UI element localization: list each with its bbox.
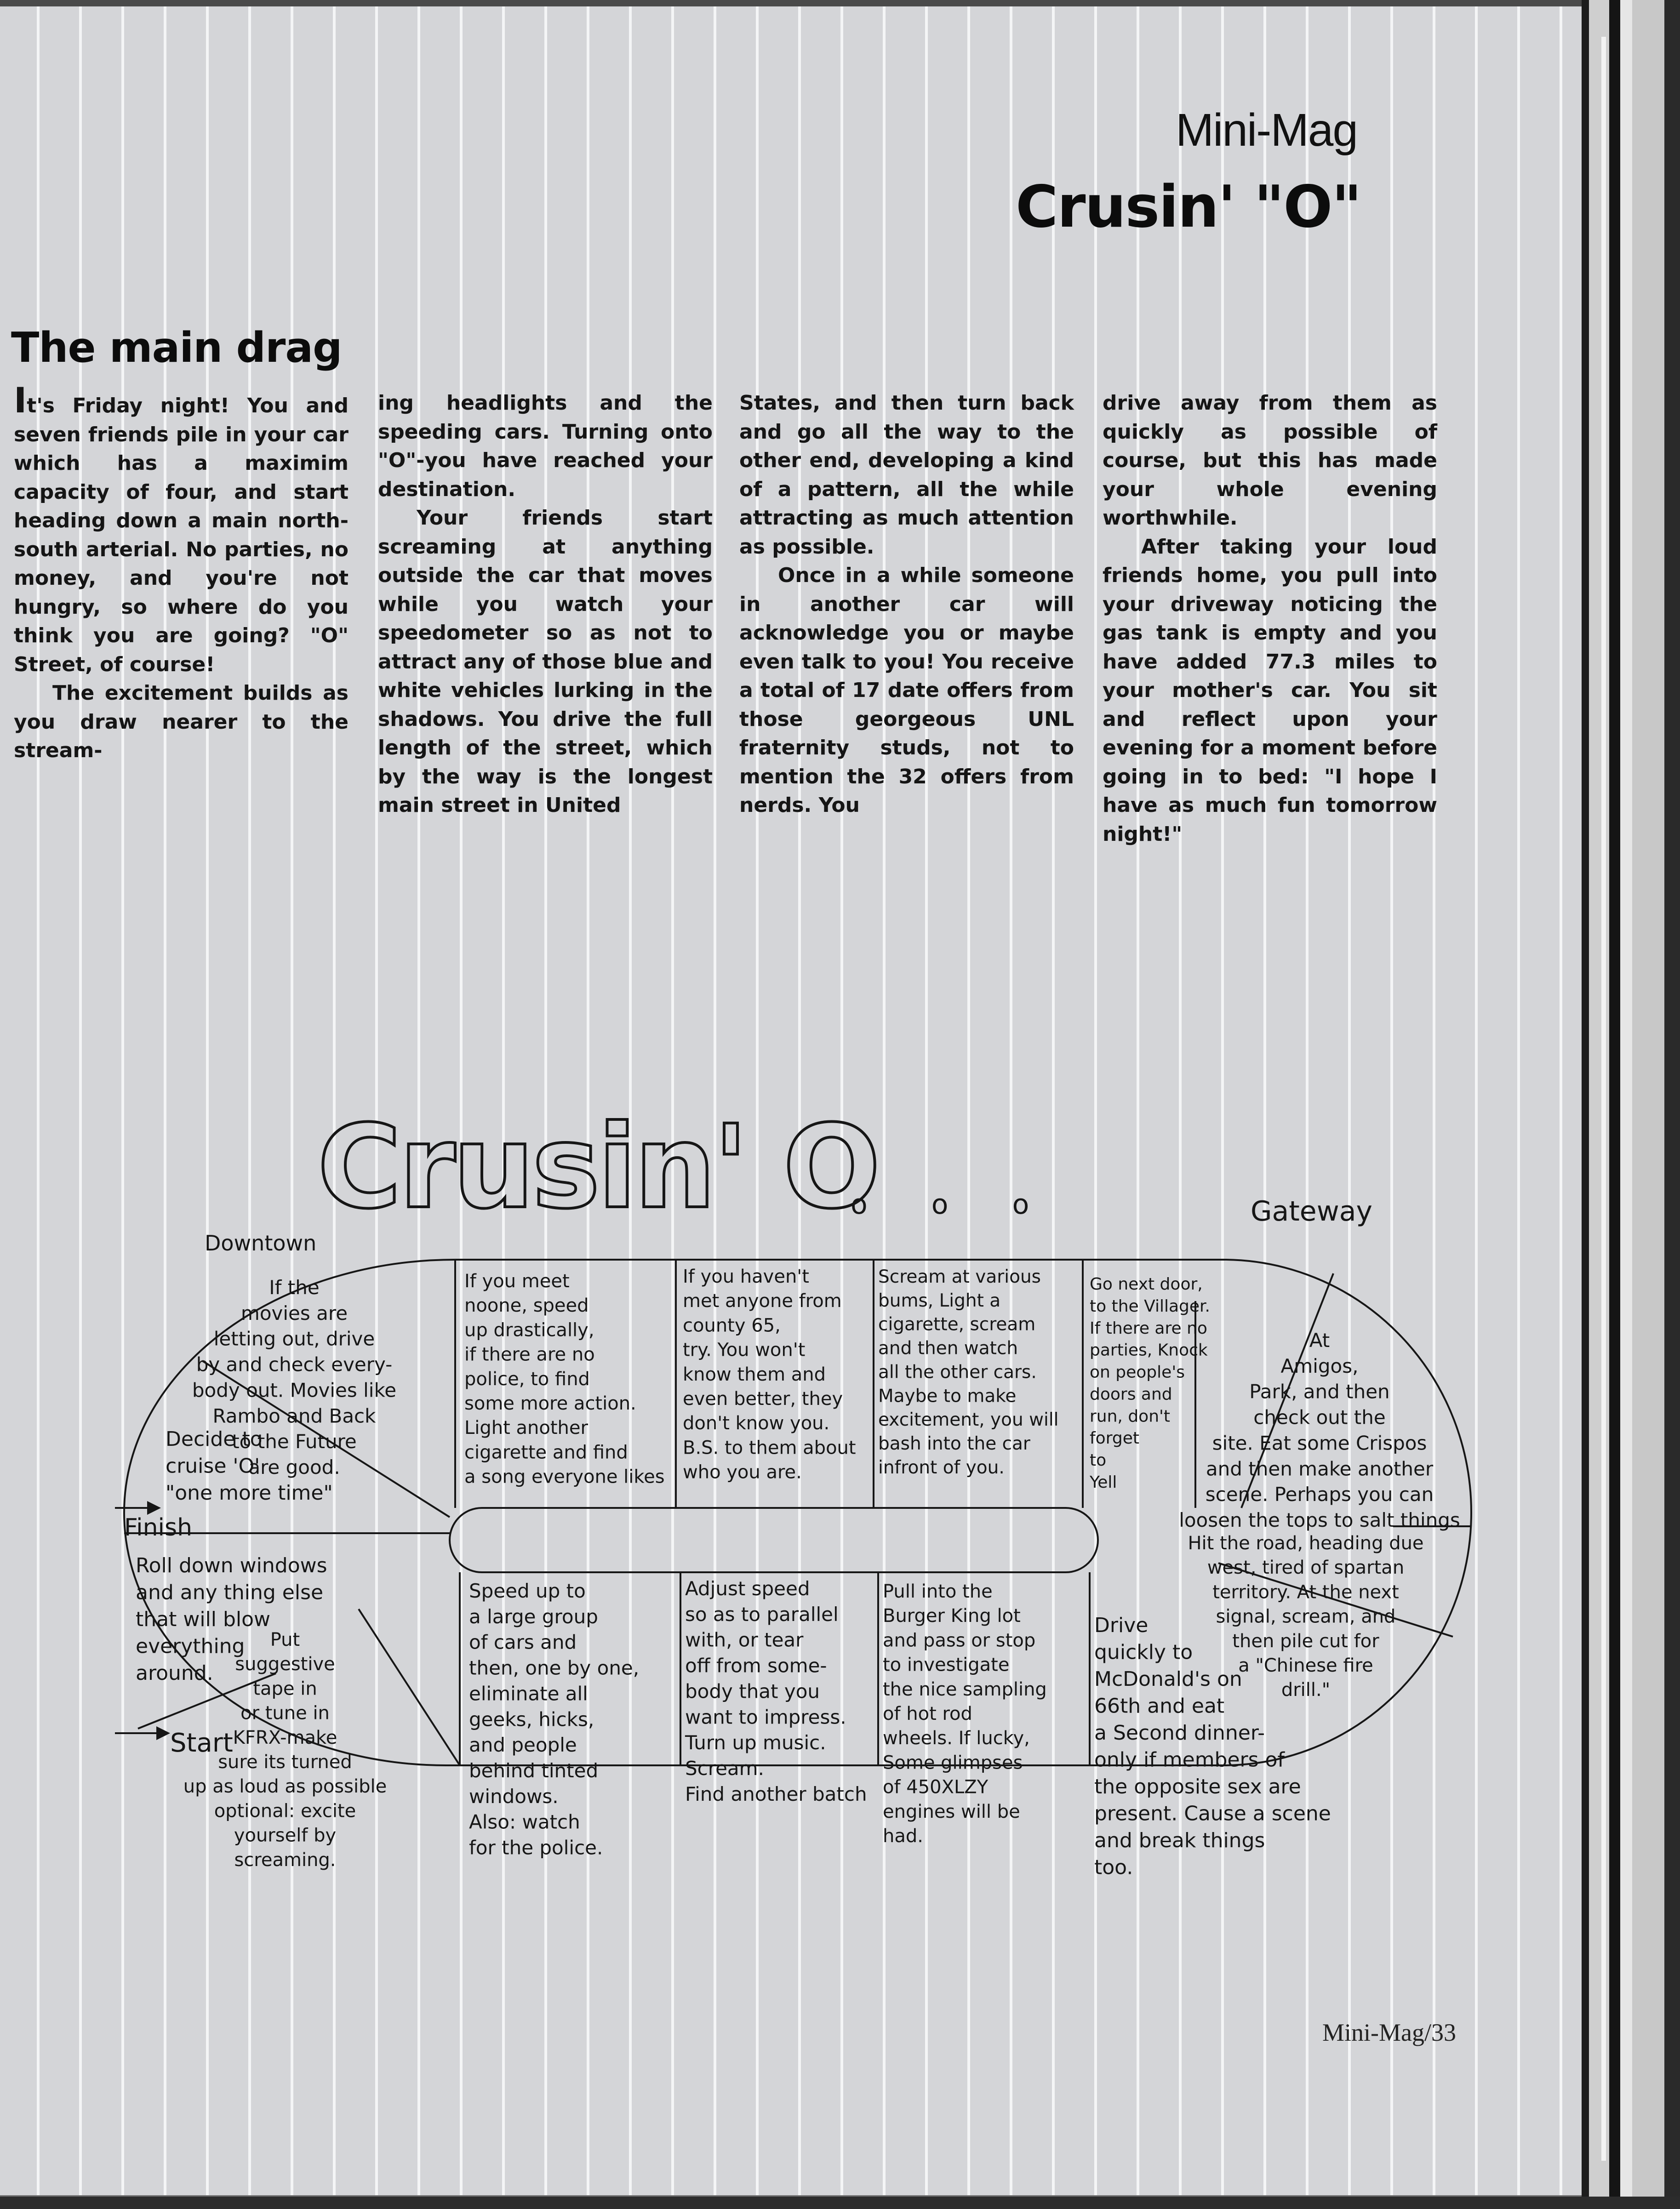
board-cell-bottom3 <box>883 1581 1047 1847</box>
board-cell-line: If you haven't <box>683 1266 809 1287</box>
board-cell-line: up as loud as possible <box>183 1776 387 1798</box>
label-finish: Finish <box>124 1514 193 1541</box>
board-cell-line: to the Villager. <box>1090 1296 1210 1316</box>
board-cell-line: county 65, <box>683 1315 781 1336</box>
board-cell-line: west, tired of spartan <box>1207 1557 1405 1579</box>
board-cell-line: Roll down windows <box>136 1554 327 1577</box>
board-cell-line: Decide to <box>166 1427 263 1451</box>
board-cell-line: to the Future <box>232 1430 357 1453</box>
board-cell-line: eliminate all <box>469 1682 588 1705</box>
board-cell-line: and break things <box>1094 1829 1265 1853</box>
board-cell-line: forget <box>1090 1429 1139 1448</box>
board-cell-line: to <box>1090 1451 1107 1470</box>
board-cell-line: body out. Movies like <box>192 1379 397 1402</box>
board-cell-line: around. <box>136 1661 213 1685</box>
board-cell-line: police, to find <box>464 1368 590 1390</box>
label-downtown: Downtown <box>205 1231 317 1256</box>
board-cell-line: B.S. to them about <box>683 1437 856 1459</box>
board-cell-line: territory. At the next <box>1212 1581 1399 1603</box>
board-cell-line: a Second dinner- <box>1094 1721 1265 1745</box>
board-cell-line: body that you <box>685 1680 820 1703</box>
board-cell-line: Hit the road, heading due <box>1188 1533 1424 1554</box>
board-cell-line: KFRX-make <box>233 1727 337 1748</box>
board-cell-line: Maybe to make <box>878 1386 1017 1407</box>
paragraph: t's Friday night! You and seven friends pile in your car which has a maximim capacity of four, and start heading down a main north-south arterial. No parties, no money, and you're not hungry, so where do you think you are going? "O" Street, of course! <box>14 394 349 676</box>
board-cell-line: too. <box>1094 1855 1133 1879</box>
board-cell-line: for the police. <box>469 1836 603 1859</box>
board-cell-line: the nice sampling <box>883 1678 1047 1700</box>
board-cell-line: to investigate <box>883 1654 1010 1676</box>
board-cell-line: and people <box>469 1734 577 1757</box>
board-cell-line: 66th and eat <box>1094 1694 1225 1718</box>
board-cell-line: If there are no <box>1090 1319 1207 1338</box>
section-kicker: Mini-Mag <box>1175 104 1357 156</box>
start-arrow <box>156 1726 170 1740</box>
board-cell-line: even better, they <box>683 1388 843 1410</box>
drop-cap: I <box>14 380 27 421</box>
board-cell-line: then, one by one, <box>469 1656 640 1679</box>
board-cell-line: quickly to <box>1094 1640 1193 1664</box>
board-cell-line: Rambo and Back <box>212 1404 376 1427</box>
board-cell-line: loosen the tops to salt things <box>1179 1509 1460 1532</box>
board-cell-line: drill." <box>1281 1679 1331 1701</box>
page-title: Crusin' "O" <box>1015 173 1361 240</box>
board-cell-line: bums, Light a <box>878 1290 1001 1311</box>
board-cell-line: of cars and <box>469 1631 577 1654</box>
board-cell-line: some more action. <box>464 1393 636 1414</box>
board-cell-line: and any thing else <box>136 1581 324 1604</box>
board-cell-line: only if members of <box>1094 1748 1285 1772</box>
board-cell-line: tape in <box>253 1678 317 1700</box>
board-cell-line: parties, Knock <box>1090 1341 1208 1360</box>
board-cell-line: Yell <box>1090 1473 1117 1492</box>
board-cell-line: "one more time" <box>166 1481 333 1505</box>
board-cell-line: Put <box>270 1629 300 1650</box>
board-cell-line: the opposite sex are <box>1094 1775 1301 1799</box>
label-gateway: Gateway <box>1251 1195 1373 1227</box>
board-cell-top2 <box>683 1266 856 1483</box>
board-cell-line: scene. Perhaps you can <box>1205 1483 1434 1506</box>
board-cell-top-right-wedge <box>1179 1329 1460 1531</box>
board-cell-line: Also: watch <box>469 1810 580 1833</box>
board-cell-bottom4 <box>1094 1614 1331 1879</box>
board-cell-line: that will blow <box>136 1608 271 1632</box>
board-cell-line: and then make another <box>1206 1457 1434 1480</box>
drawing-dots: o o o <box>851 1188 1057 1221</box>
board-cell-line: want to impress. <box>685 1706 846 1729</box>
board-cell-line: If the <box>269 1276 320 1299</box>
board-cell-line: Scream. <box>685 1757 764 1780</box>
board-cell-line: movies are <box>240 1301 348 1324</box>
board-cell-line: If you meet <box>464 1271 570 1292</box>
board-cell-line: cigarette, scream <box>878 1314 1036 1335</box>
board-cell-line: suggestive <box>235 1654 335 1675</box>
board-cell-line: engines will be <box>883 1801 1020 1822</box>
board-cell-line: geeks, hicks, <box>469 1708 594 1731</box>
board-cell-line: Adjust speed <box>685 1577 810 1600</box>
board-cell-line: of 450XLZY <box>883 1776 989 1798</box>
board-cell-line: At <box>1309 1329 1330 1352</box>
finish-arrow <box>147 1501 161 1515</box>
board-cell-line: letting out, drive <box>213 1327 375 1350</box>
board-cell-line: try. You won't <box>683 1339 806 1361</box>
board-cell-line: off from some- <box>685 1654 827 1677</box>
board-cell-line: Light another <box>464 1417 588 1439</box>
board-cell-line: Scream at various <box>878 1267 1041 1287</box>
board-cell-bottom1 <box>469 1580 639 1859</box>
board-cell-line: if there are no <box>464 1344 595 1365</box>
board-cell-line: bash into the car <box>878 1433 1030 1455</box>
board-cell-line: so as to parallel <box>685 1603 839 1626</box>
board-cell-line: with, or tear <box>685 1628 804 1651</box>
board-cell-line: who you are. <box>683 1461 802 1483</box>
board-cell-line: optional: excite <box>214 1800 356 1822</box>
board-cell-line: site. Eat some Crispos <box>1212 1432 1427 1455</box>
board-cell-line: infront of you. <box>878 1457 1005 1478</box>
board-cell-line: run, don't <box>1090 1407 1171 1426</box>
paragraph: After taking your loud friends home, you pull into your driveway noticing the gas tank is empty and you have added 77.3 miles to your mother's car. You sit and reflect upon your evening for a moment before going in to bed: "I hope I have as much fun tomorrow night!" <box>1103 535 1437 846</box>
board-cell-line: behind tinted <box>469 1759 599 1782</box>
board-cell-line: are good. <box>248 1456 340 1479</box>
board-cell-top4 <box>1089 1275 1210 1492</box>
paragraph: The excitement builds as you draw nearer to the stream- <box>14 681 349 762</box>
board-cell-line: then pile cut for <box>1232 1630 1379 1652</box>
board-cell-line: cigarette and find <box>464 1442 628 1463</box>
board-cell-line: had. <box>883 1826 923 1847</box>
board-cell-line: of hot rod <box>883 1703 972 1724</box>
board-cell-line: Find another batch <box>685 1782 867 1805</box>
board-cell-line: yourself by <box>234 1825 337 1846</box>
board-cell-line: a large group <box>469 1605 598 1628</box>
paragraph: States, and then turn back and go all the way to the other end, developing a kind of a pattern, all the while attracting as much attention as possible. <box>739 391 1074 559</box>
board-cell-line: Park, and then <box>1249 1380 1390 1403</box>
paragraph: Your friends start screaming at anything outside the car that moves while you watch your speedometer so as not to attract any of those blue and white vehicles lurking in the shadows. You drive the full length of the street, which by the way is the longest main street in United <box>378 506 713 817</box>
board-cell-line: Burger King lot <box>883 1605 1021 1627</box>
paragraph: Once in a while someone in another car will acknowledge you or maybe even talk to you! You receive a total of 17 date offers from those georgeous UNL fraternity studs, not to mention the 32 offers from nerds. You <box>739 564 1074 817</box>
board-cell-line: screaming. <box>234 1849 336 1871</box>
board-cell-line: or tune in <box>240 1702 330 1724</box>
book-binding-edge <box>1582 0 1680 2209</box>
board-cell-line: Speed up to <box>469 1580 586 1602</box>
board-cell-line: a "Chinese fire <box>1238 1655 1373 1676</box>
board-cell-line: Some glimpses <box>883 1752 1023 1774</box>
board-cell-line: Amigos, <box>1280 1354 1359 1377</box>
board-cell-line: windows. <box>469 1785 559 1808</box>
board-cell-line: all the other cars. <box>878 1362 1037 1383</box>
board-cell-line: by and check every- <box>196 1353 393 1376</box>
board-cell-line: sure its turned <box>218 1752 352 1773</box>
paragraph: drive away from them as quickly as possible of course, but this has made your whole evening worthwhile. <box>1103 391 1437 530</box>
board-cell-line: cruise 'O' <box>166 1454 260 1478</box>
board-cell-bottom2 <box>685 1577 867 1805</box>
article-subhead: The main drag <box>11 324 342 372</box>
drawing-title: Crusin' O <box>317 1100 878 1234</box>
bottom-edge <box>0 2197 1680 2209</box>
board-cell-line: Turn up music. <box>685 1731 826 1754</box>
board-cell-line: McDonald's on <box>1094 1667 1242 1691</box>
board-cell-line: Go next door, <box>1090 1275 1203 1294</box>
binding-highlight <box>1601 37 1606 2161</box>
page-folio: Mini-Mag/33 <box>1322 2019 1456 2046</box>
board-cell-line: know them and <box>683 1364 826 1385</box>
label-start: Start <box>170 1728 233 1758</box>
board-cell-top1 <box>464 1271 665 1488</box>
board-cell-line: and pass or stop <box>883 1630 1036 1651</box>
paragraph: ing headlights and the speeding cars. Turning onto "O"-you have reached your destination. <box>378 391 713 501</box>
board-cell-line: met anyone from <box>683 1290 842 1312</box>
board-cell-line: present. Cause a scene <box>1094 1802 1331 1826</box>
board-cell-line: Drive <box>1094 1614 1149 1637</box>
board-cell-line: a song everyone likes <box>464 1466 665 1488</box>
board-cell-line: noone, speed <box>464 1295 589 1317</box>
board-cell-line: Pull into the <box>883 1581 993 1602</box>
board-cell-line: check out the <box>1253 1406 1386 1429</box>
board-cell-line: doors and <box>1090 1385 1172 1404</box>
board-cell-line: don't know you. <box>683 1413 830 1434</box>
board-cell-line: wheels. If lucky, <box>883 1728 1030 1749</box>
board-cell-line: on people's <box>1090 1363 1185 1382</box>
board-cell-line: everything <box>136 1634 245 1658</box>
board-cell-line: up drastically, <box>464 1319 594 1341</box>
board-cell-top3 <box>878 1267 1059 1478</box>
board-cell-line: signal, scream, and <box>1216 1606 1396 1627</box>
board-cell-line: excitement, you will <box>878 1410 1059 1431</box>
board-cell-line: and then watch <box>878 1338 1018 1359</box>
